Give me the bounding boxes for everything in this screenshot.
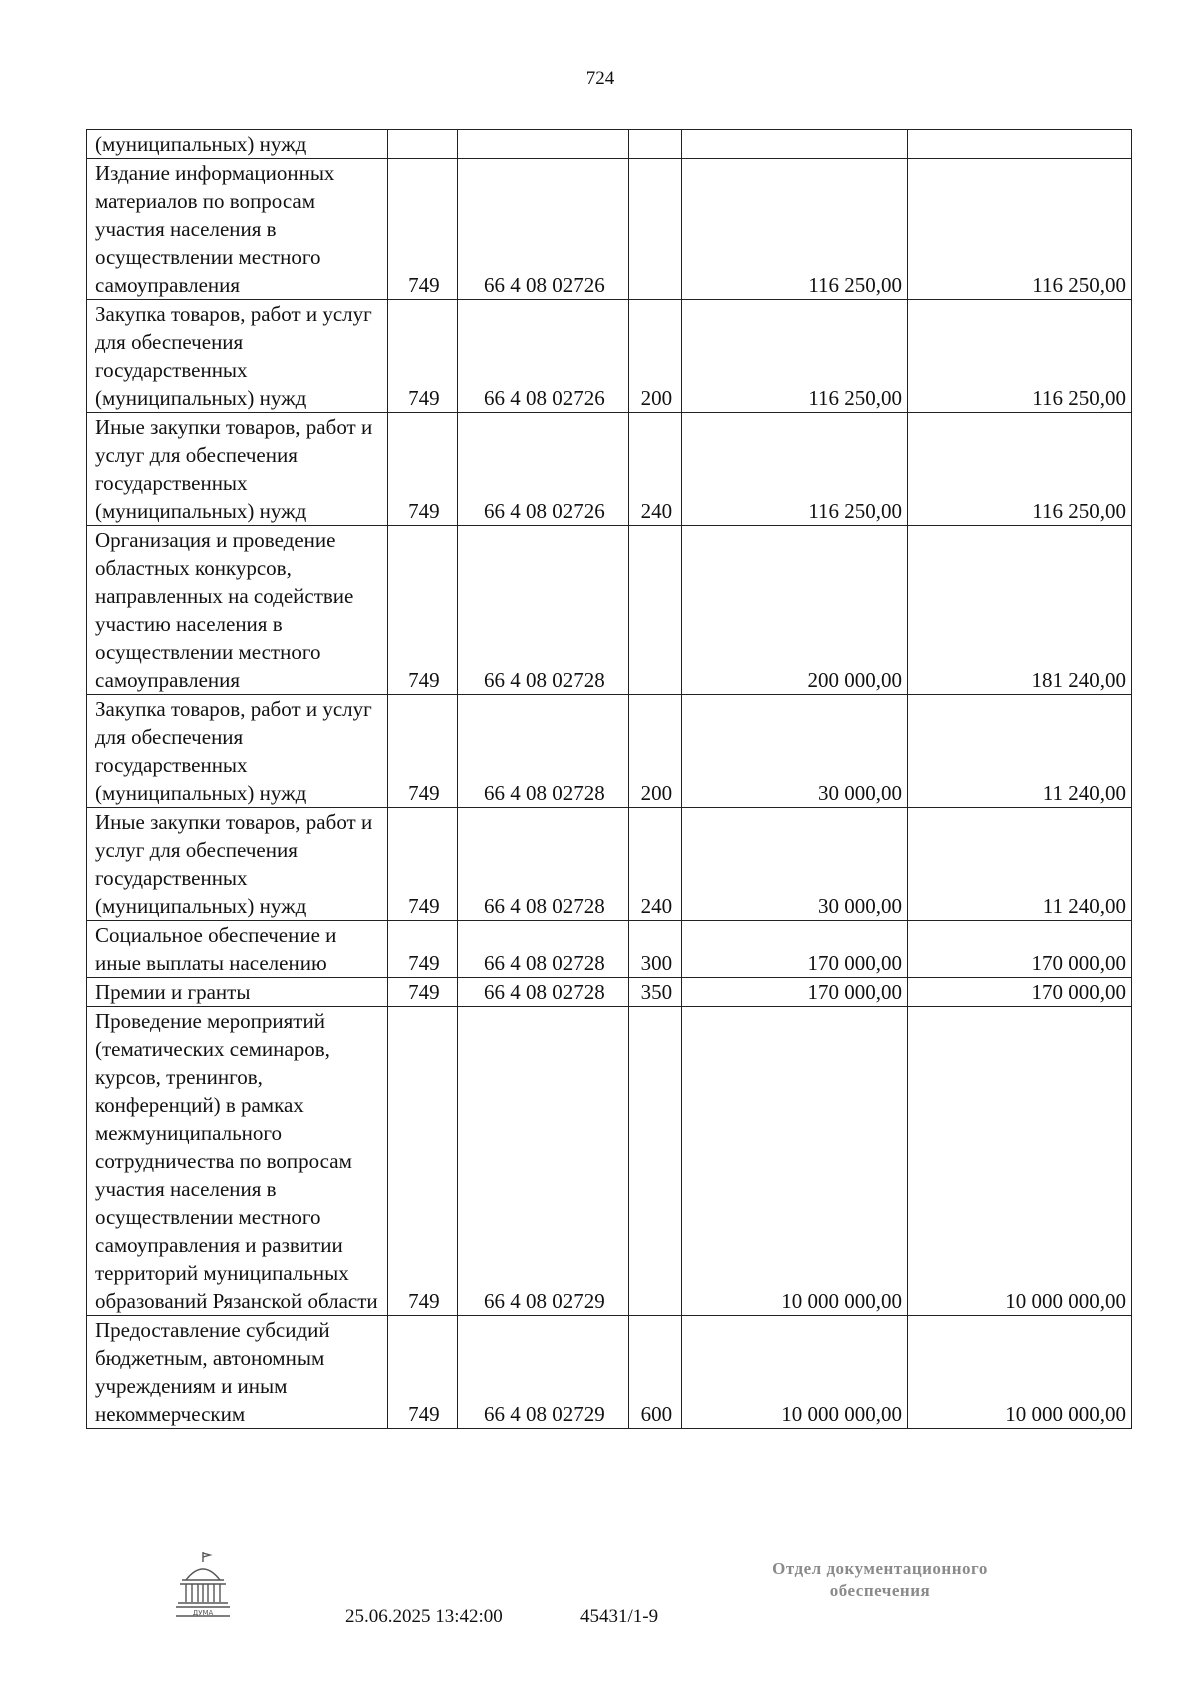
table-row (87, 808, 1132, 921)
row-code (387, 130, 457, 159)
row-sum1: 116 250,00 (682, 159, 908, 300)
row-code: 749 (387, 413, 457, 526)
row-csr: 66 4 08 02726 (458, 159, 629, 300)
row-code: 749 (387, 921, 457, 978)
row-sum2: 181 240,00 (908, 526, 1132, 695)
table-row (87, 978, 1132, 1007)
row-name: Издание информационных материалов по вопросам участия населения в осуществлении местного самоуправления (87, 159, 388, 300)
row-sum1: 30 000,00 (682, 808, 908, 921)
row-vr (628, 130, 681, 159)
row-sum2: 116 250,00 (908, 300, 1132, 413)
row-sum1 (682, 130, 908, 159)
row-csr: 66 4 08 02728 (458, 808, 629, 921)
row-name: (муниципальных) нужд (87, 130, 388, 159)
row-sum2: 170 000,00 (908, 978, 1132, 1007)
row-csr: 66 4 08 02728 (458, 526, 629, 695)
row-vr (628, 159, 681, 300)
row-sum2: 116 250,00 (908, 159, 1132, 300)
row-vr: 600 (628, 1316, 681, 1429)
row-vr: 300 (628, 921, 681, 978)
row-csr: 66 4 08 02728 (458, 695, 629, 808)
footer-doc-number: 45431/1-9 (580, 1606, 659, 1627)
row-vr: 350 (628, 978, 681, 1007)
row-csr: 66 4 08 02729 (458, 1316, 629, 1429)
table-row (87, 300, 1132, 413)
stamp-line-1: Отдел документационного (772, 1559, 988, 1578)
row-name: Иные закупки товаров, работ и услуг для обеспечения государственных (муниципальных) нужд (87, 808, 388, 921)
row-name: Проведение мероприятий (тематических семинаров, курсов, тренингов, конференций) в рамках межмуниципального сотрудничества по вопросам участия населения в осуществлении местного самоуправления и развитии территорий муниципальных образований Рязанской области (87, 1007, 388, 1316)
row-name: Закупка товаров, работ и услуг для обеспечения государственных (муниципальных) нужд (87, 695, 388, 808)
row-code: 749 (387, 1007, 457, 1316)
row-sum2: 11 240,00 (908, 808, 1132, 921)
footer-datetime: 25.06.2025 13:42:00 (345, 1606, 503, 1627)
row-vr (628, 526, 681, 695)
row-sum1: 170 000,00 (682, 921, 908, 978)
row-code: 749 (387, 695, 457, 808)
row-name: Иные закупки товаров, работ и услуг для обеспечения государственных (муниципальных) нужд (87, 413, 388, 526)
table-row (87, 695, 1132, 808)
row-csr: 66 4 08 02726 (458, 413, 629, 526)
row-sum2: 10 000 000,00 (908, 1316, 1132, 1429)
table-row (87, 130, 1132, 159)
row-csr (458, 130, 629, 159)
row-vr: 240 (628, 413, 681, 526)
row-sum2: 11 240,00 (908, 695, 1132, 808)
table-row (87, 413, 1132, 526)
row-sum2 (908, 130, 1132, 159)
row-sum2: 10 000 000,00 (908, 1007, 1132, 1316)
table-row (87, 1007, 1132, 1316)
page-number: 724 (585, 68, 615, 89)
row-sum1: 116 250,00 (682, 300, 908, 413)
row-csr: 66 4 08 02726 (458, 300, 629, 413)
row-code: 749 (387, 300, 457, 413)
row-vr: 200 (628, 695, 681, 808)
row-sum2: 170 000,00 (908, 921, 1132, 978)
row-sum1: 10 000 000,00 (682, 1316, 908, 1429)
row-sum1: 30 000,00 (682, 695, 908, 808)
stamp-line-2: обеспечения (829, 1581, 931, 1600)
row-name: Предоставление субсидий бюджетным, автономным учреждениям и иным некоммерческим (87, 1316, 388, 1429)
row-code: 749 (387, 526, 457, 695)
row-sum1: 200 000,00 (682, 526, 908, 695)
row-code: 749 (387, 1316, 457, 1429)
department-stamp (730, 1558, 1030, 1602)
parliament-building-icon (172, 1550, 234, 1618)
logo-text: ДУМА (192, 1609, 214, 1617)
row-code: 749 (387, 159, 457, 300)
table-row (87, 159, 1132, 300)
row-name: Премии и гранты (87, 978, 388, 1007)
budget-table (86, 129, 1132, 1429)
row-vr: 200 (628, 300, 681, 413)
table-row (87, 1316, 1132, 1429)
table-row (87, 921, 1132, 978)
row-name: Организация и проведение областных конкурсов, направленных на содействие участию населения в осуществлении местного самоуправления (87, 526, 388, 695)
row-csr: 66 4 08 02729 (458, 1007, 629, 1316)
row-sum2: 116 250,00 (908, 413, 1132, 526)
row-sum1: 116 250,00 (682, 413, 908, 526)
row-csr: 66 4 08 02728 (458, 921, 629, 978)
table-row (87, 526, 1132, 695)
row-vr: 240 (628, 808, 681, 921)
row-name: Социальное обеспечение и иные выплаты населению (87, 921, 388, 978)
row-sum1: 10 000 000,00 (682, 1007, 908, 1316)
row-code: 749 (387, 808, 457, 921)
row-sum1: 170 000,00 (682, 978, 908, 1007)
row-name: Закупка товаров, работ и услуг для обеспечения государственных (муниципальных) нужд (87, 300, 388, 413)
row-code: 749 (387, 978, 457, 1007)
row-csr: 66 4 08 02728 (458, 978, 629, 1007)
row-vr (628, 1007, 681, 1316)
